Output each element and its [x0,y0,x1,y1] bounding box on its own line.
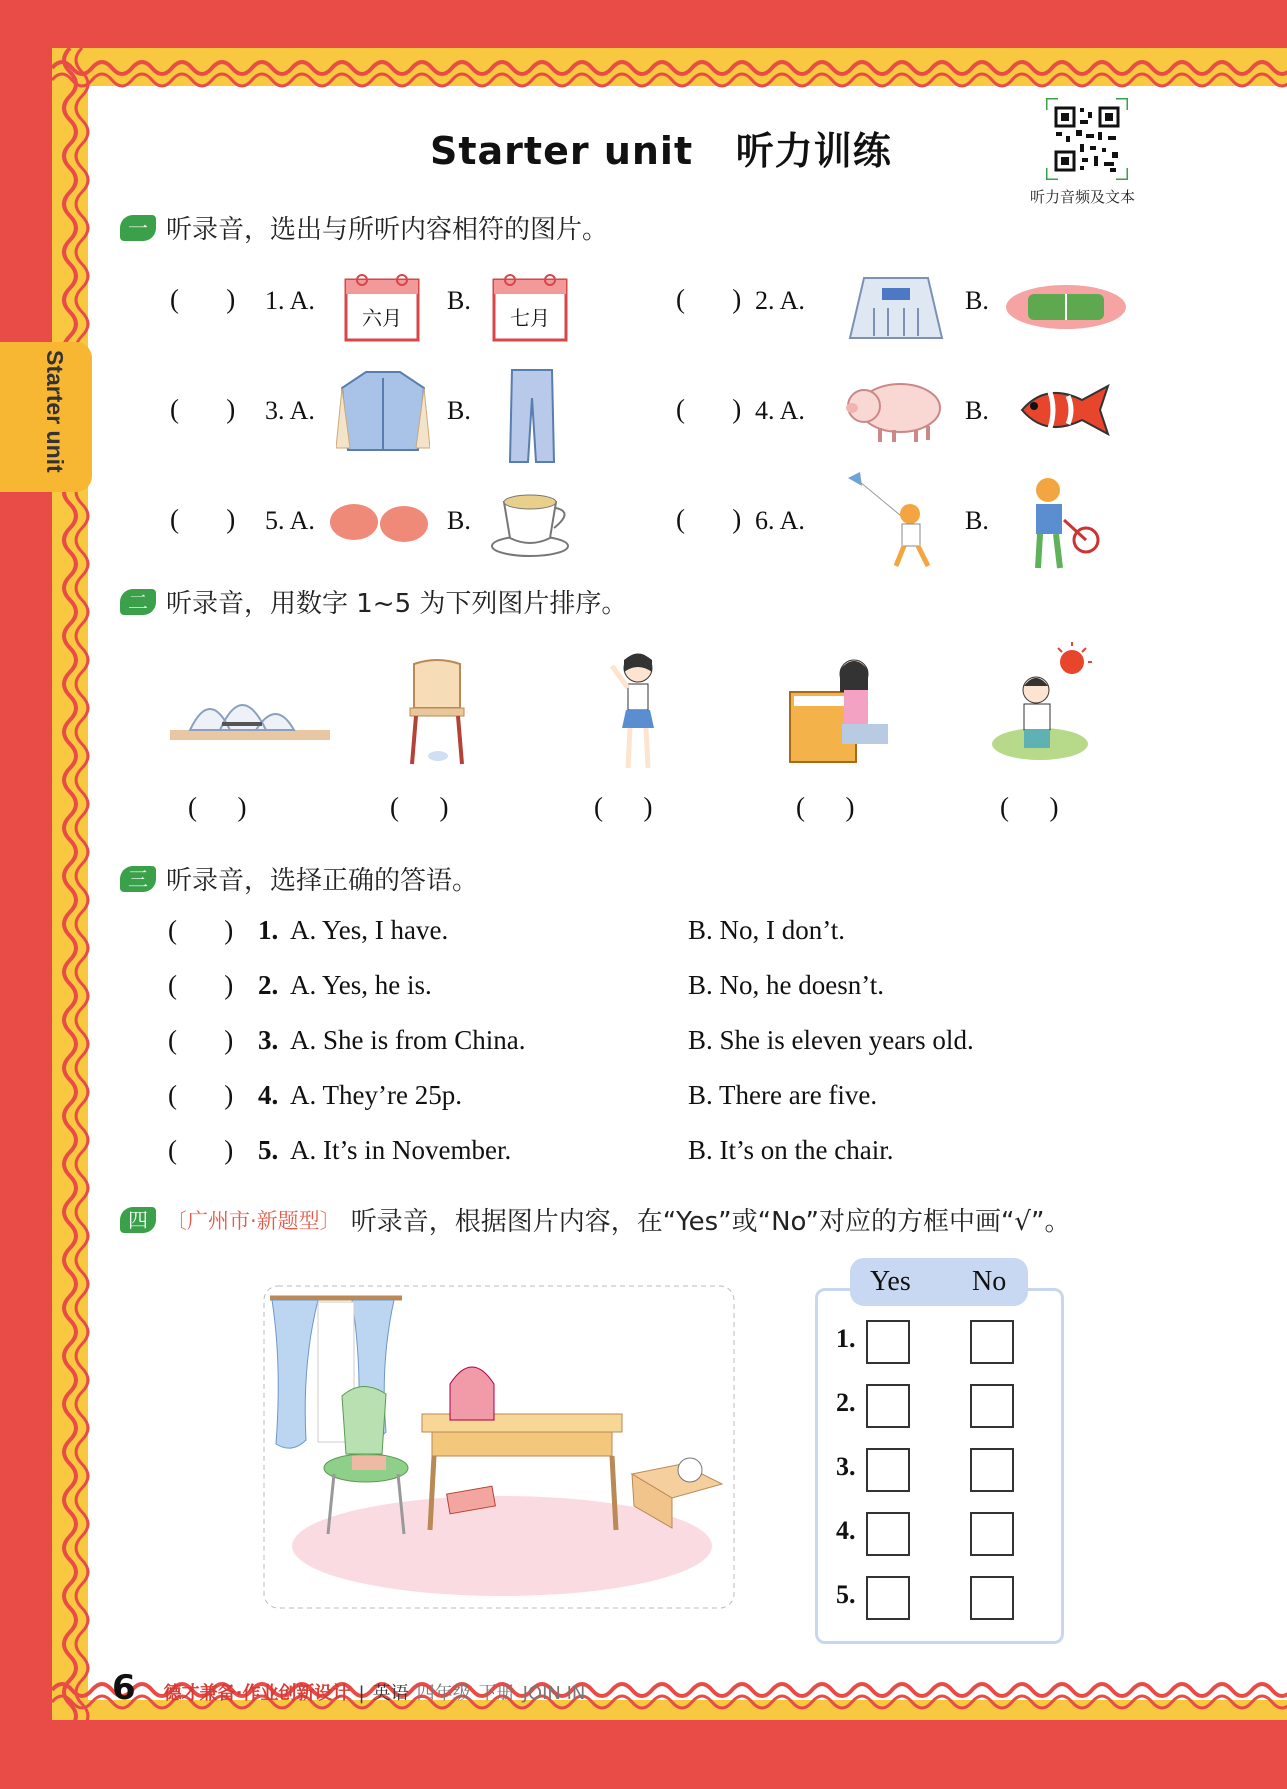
q5-option-b: B. [447,506,471,535]
side-tab-label: Starter unit [42,350,68,473]
girl-waving-icon [606,650,668,774]
chair-icon [404,658,470,766]
yes-no-row-number: 3. [836,1452,856,1481]
calendar-july-text: 七月 [510,306,550,330]
rank-paren-2[interactable]: ( ) [390,792,449,822]
answer-paren-3-2[interactable]: ( ) [168,970,234,1000]
section-3-instruction: 听录音，选择正确的答语。 [166,866,479,896]
section-1-badge: 一 [120,215,156,241]
section-4-badge: 四 [120,1207,156,1233]
yes-no-row-number: 5. [836,1580,856,1609]
girl-playing-piano-icon [788,652,892,770]
q4-label: 4. A. [755,396,805,425]
cup-of-tea-icon [490,486,576,558]
no-checkbox-4[interactable] [970,1512,1014,1556]
no-checkbox-1[interactable] [970,1320,1014,1364]
q3-5-option-a: A. It’s in November. [290,1135,512,1165]
bedroom-scene-illustration [262,1284,736,1610]
q1-option-b: B. [447,286,471,315]
yes-no-row-number: 1. [836,1324,856,1353]
q3-3-option-a: A. She is from China. [290,1025,526,1055]
trousers-icon [508,368,556,464]
answer-paren-1-1[interactable]: ( ) [170,284,236,314]
section-3-heading [120,860,478,897]
answer-paren-3-3[interactable]: ( ) [168,1025,234,1055]
answer-paren-1-4[interactable]: ( ) [676,394,742,424]
section-2-badge: 二 [120,589,156,615]
yes-no-row-number: 4. [836,1516,856,1545]
opera-house-icon [170,678,330,742]
qr-code-icon[interactable] [1046,98,1128,180]
q3-option-b: B. [447,396,471,425]
yes-no-header [850,1258,1028,1306]
rank-paren-5[interactable]: ( ) [1000,792,1059,822]
stadium-icon [1004,282,1128,332]
yes-no-row-number: 2. [836,1388,856,1417]
section-2-heading [120,583,627,620]
unit-side-tab [0,342,92,492]
no-header: No [972,1266,1007,1297]
footer-brand: 德才兼备·作业创新设计 [163,1683,351,1704]
footer-subject: 英语 [372,1683,409,1704]
section-1-instruction: 听录音，选出与所听内容相符的图片。 [166,215,609,245]
wavy-border-left [52,48,96,1720]
tiger-flying-kite-icon [836,470,952,570]
footer-term: 下册 [478,1683,515,1704]
section-4-instruction: 听录音，根据图片内容，在“Yes”或“No”对应的方框中画“√”。 [350,1207,1071,1237]
q6-option-b: B. [965,506,989,535]
yes-checkbox-3[interactable] [866,1448,910,1492]
q3-3-option-b: B. She is eleven years old. [688,1025,974,1055]
section-3-badge: 三 [120,866,156,892]
section-2-instruction: 听录音，用数字 1~5 为下列图片排序。 [166,589,628,619]
q2-label: 2. A. [755,286,805,315]
no-checkbox-2[interactable] [970,1384,1014,1428]
jacket-icon [336,368,430,454]
answer-paren-1-2[interactable]: ( ) [676,284,742,314]
no-checkbox-3[interactable] [970,1448,1014,1492]
wavy-border-top [52,48,1287,92]
rank-paren-3[interactable]: ( ) [594,792,653,822]
page-title: Starter unit 听力训练 [430,129,892,173]
rank-paren-1[interactable]: ( ) [188,792,247,822]
calendar-june-text: 六月 [362,306,402,330]
footer-grade: 四年级 [416,1683,471,1704]
rank-paren-4[interactable]: ( ) [796,792,855,822]
answer-paren-3-5[interactable]: ( ) [168,1135,234,1165]
q3-4-num: 4. [258,1080,279,1110]
q4-option-b: B. [965,396,989,425]
q3-1-option-b: B. No, I don’t. [688,915,846,945]
yes-checkbox-1[interactable] [866,1320,910,1364]
fish-icon [1016,380,1112,440]
q3-5-option-b: B. It’s on the chair. [688,1135,894,1165]
q3-label: 3. A. [265,396,315,425]
q3-2-option-a: A. Yes, he is. [290,970,432,1000]
q1-label: 1. A. [265,286,315,315]
q3-1-option-a: A. Yes, I have. [290,915,449,945]
yes-checkbox-5[interactable] [866,1576,910,1620]
q3-2-num: 2. [258,970,279,1000]
potatoes-icon [328,500,430,544]
q6-label: 6. A. [755,506,805,535]
footer-divider: | [358,1683,365,1704]
calendar-july-icon [492,272,568,342]
q3-2-option-b: B. No, he doesn’t. [688,970,884,1000]
q5-label: 5. A. [265,506,315,535]
section-4-tag: 〔广州市·新题型〕 [166,1208,341,1233]
q3-3-num: 3. [258,1025,279,1055]
answer-paren-1-3[interactable]: ( ) [170,394,236,424]
answer-paren-3-1[interactable]: ( ) [168,915,234,945]
q3-4-option-a: A. They’re 25p. [290,1080,462,1110]
tiger-with-bicycle-icon [1020,470,1102,574]
page-number: 6 [112,1668,136,1708]
answer-paren-1-6[interactable]: ( ) [676,504,742,534]
building-icon [842,268,950,346]
page-footer [112,1668,585,1708]
yes-checkbox-2[interactable] [866,1384,910,1428]
q3-1-num: 1. [258,915,279,945]
answer-paren-1-5[interactable]: ( ) [170,504,236,534]
q3-4-option-b: B. There are five. [688,1080,878,1110]
answer-paren-3-4[interactable]: ( ) [168,1080,234,1110]
q2-option-b: B. [965,286,989,315]
section-4-heading [120,1201,1070,1238]
boy-sunny-day-icon [990,640,1100,764]
q3-5-num: 5. [258,1135,279,1165]
yes-checkbox-4[interactable] [866,1512,910,1556]
section-1-heading [120,209,608,246]
pig-icon [844,376,948,444]
calendar-june-icon [344,272,420,342]
yes-header: Yes [870,1266,911,1297]
no-checkbox-5[interactable] [970,1576,1014,1620]
qr-label: 听力音频及文本 [1030,188,1136,206]
footer-edition: JOIN IN [522,1683,586,1704]
